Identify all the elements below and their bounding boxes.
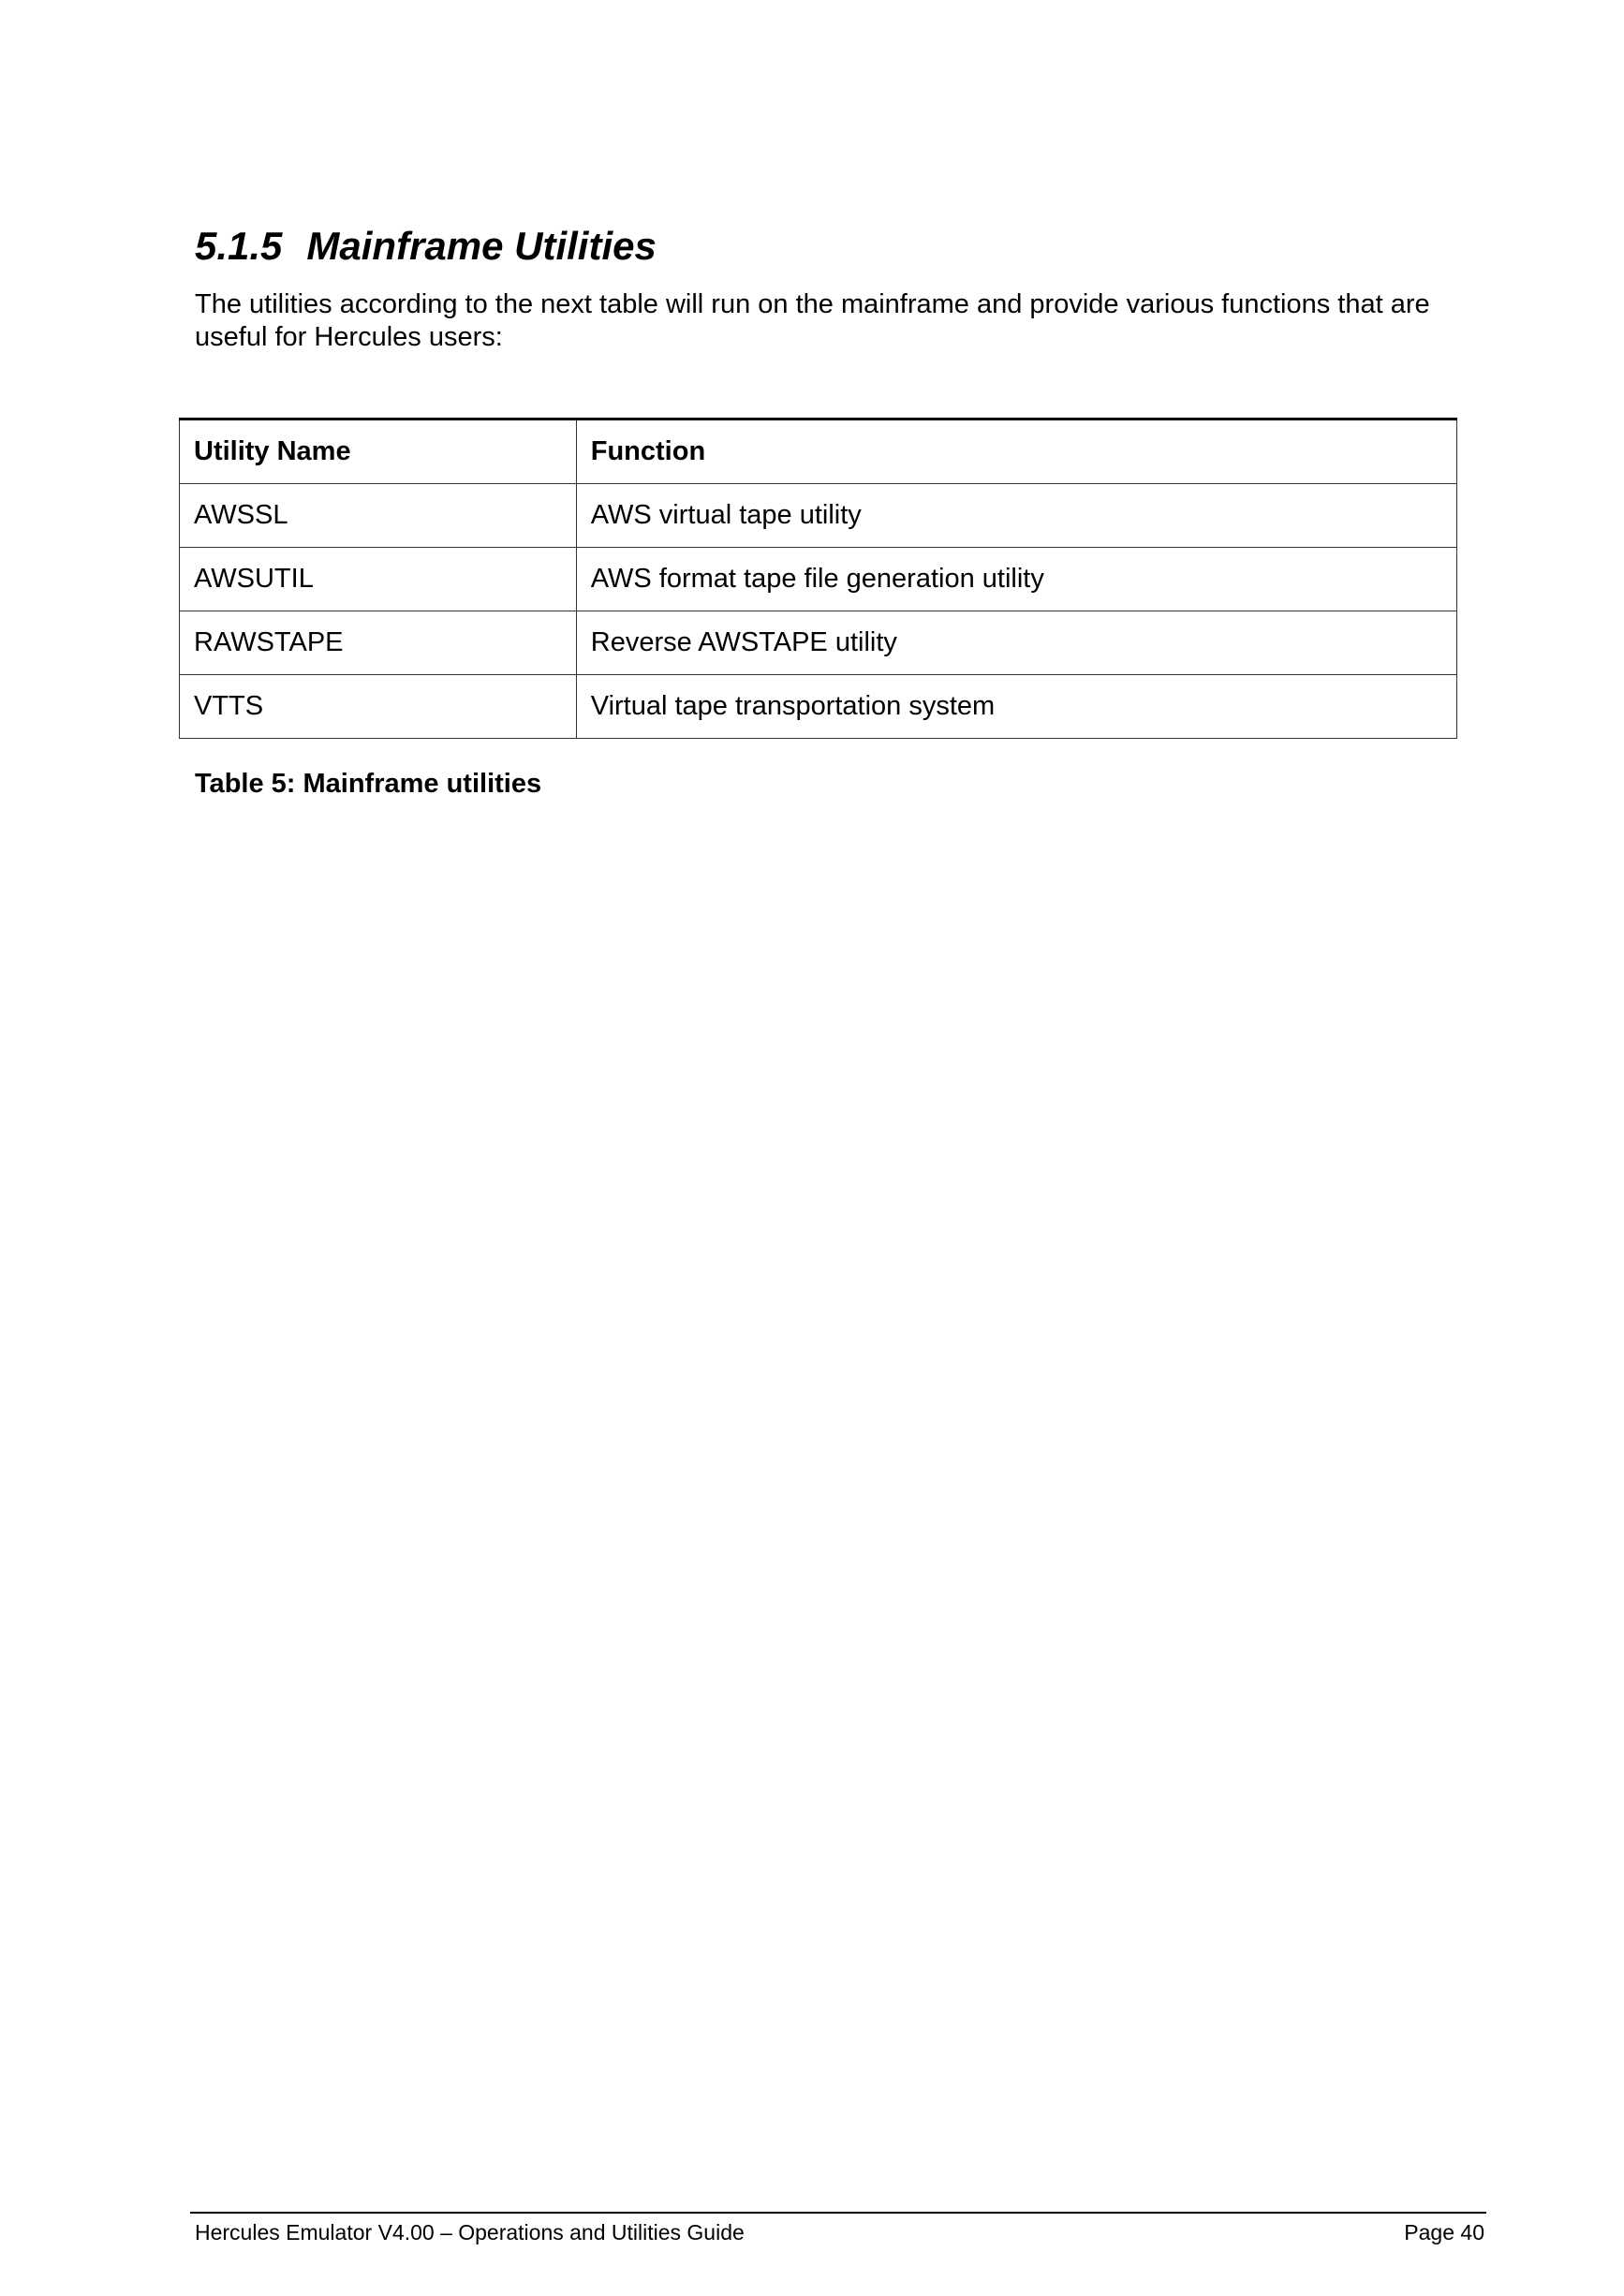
- utility-name-cell: VTTS: [180, 675, 577, 739]
- utility-function-cell: AWS format tape file generation utility: [576, 548, 1456, 611]
- utilities-table: [179, 418, 1457, 739]
- table-row: [180, 484, 1457, 548]
- utility-name-cell: AWSSL: [180, 484, 577, 548]
- utility-name-cell: RAWSTAPE: [180, 611, 577, 675]
- footer-page-number: Page 40: [1404, 2220, 1484, 2244]
- intro-paragraph: The utilities according to the next table will run on the mainframe and provide various functions that are useful for Hercules users:: [195, 289, 1430, 352]
- section-number: 5.1.5: [195, 224, 283, 268]
- footer-document-title: Hercules Emulator V4.00 – Operations and Utilities Guide: [195, 2220, 745, 2244]
- utility-function-cell: Virtual tape transportation system: [576, 675, 1456, 739]
- table-row: [180, 611, 1457, 675]
- table-row: [180, 675, 1457, 739]
- table-row: [180, 548, 1457, 611]
- utility-function-cell: AWS virtual tape utility: [576, 484, 1456, 548]
- section-title: Mainframe Utilities: [306, 224, 657, 268]
- page-footer: [190, 2212, 1486, 2244]
- table-caption: Table 5: Mainframe utilities: [195, 769, 542, 799]
- header-function: Function: [576, 419, 1456, 484]
- section-heading: [195, 223, 657, 270]
- utility-name-cell: AWSUTIL: [180, 548, 577, 611]
- table-header-row: [180, 419, 1457, 484]
- header-utility-name: Utility Name: [180, 419, 577, 484]
- utility-function-cell: Reverse AWSTAPE utility: [576, 611, 1456, 675]
